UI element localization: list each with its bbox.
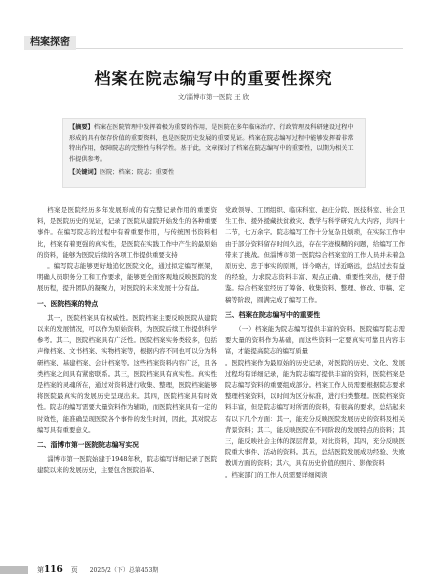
section-heading: 一、医院档案的特点 (37, 299, 99, 308)
abstract-text: 档案在医院管理中发挥着极为重要的作用，是医院在多年临床治疗、行政管理及科研建设过程中形成的具有保存价值的重要资料，也是医院历史发展的重要见证。档案在院志编写过程中能够发挥着非常特出作用，保障院志的完整性与科学性。基于此，文章探讨了档案在院志编写中的重要性，以期为相关工作提供参考。 (69, 124, 354, 163)
section-heading: 二、淄博市第一医院院志编写实况 (37, 441, 139, 450)
corner-mark (0, 566, 28, 574)
left-column (37, 205, 217, 477)
page-number: 116 (44, 565, 63, 575)
paragraph: 档案是医院经历多年发展形成的有完整记录作用的重要资料，是医院历史的见证，记录了医院从建院开始发生的各种重要事件。在编写院志的过程中有着重要作用，与传统图书资料相比，档案有着更强的真实性，是医院在实践工作中产生的最原始的资料，能够为医院后续的各项工作提供重要支持 (37, 206, 217, 259)
paragraph: 。档案部门的工作人员需要详细阅读 (225, 470, 328, 479)
keywords-text: 医院；档案；院志；重要性 (99, 169, 175, 177)
keywords (69, 168, 359, 179)
paragraph: 党政领导、工团组织、临床科室、赵庄分院、医技科室、社会卫生工作、援外援藏扶贫救灾、教学与科学研究九大内容，共四十二节，七万余字。院志编写工作十分复杂且烦琐，在实际工作中由于部分资料留存时间久远，存在字迹模糊的问题，给编写工作带来了挑战。但淄博市第一医院综合档案室的工作人员并未着急原历史、忠于事实的原则，详今略古，详近略远，总结过去有益的经验，力求院志资料丰富、观点正确、重要性突出，便于借鉴。综合档案室经历了筹备、收集资料、整理、修改、审稿、定稿等阶段，圆满完成了编写工作。 (225, 206, 405, 304)
abstract (69, 123, 359, 165)
author-line: 文/淄博市第一医院 王 欣 (177, 93, 250, 101)
top-rule (0, 0, 427, 22)
issue-info: 2025/2（下）总第453期 (89, 567, 159, 574)
abstract-label: 【摘要】 (69, 124, 94, 131)
article-title: 档案在院志编写中的重要性探究 (94, 69, 333, 88)
paragraph: 。医院档案作为最原始的历史记录，对医院的历史、文化、发展过程均有详细记录，能为院志编写提供丰富的资料，医院档案是院志编写资料的重要组成部分。档案工作人员需要根据院志要求整理档案资料，以时间为区分标准，进行归类整理。医院档案资料丰富，但是院志编写对所需的资料，有很高的要求，总结起来有以下几个方面：其一，能充分反映医院发展历史的资料及相关背景资料；其二，能反映医院在不同阶段的发展特点的资料；其三，能反映社会主体的深层背景，对比资料，其四，充分反映医院重大事件、活动的资料。其五，总结医院发展成功经验、失败教训方面的资料；其六，具有历史价值的照片、影像资料 (225, 358, 405, 468)
paragraph: 。编写院志能够更好地追忆医院文化，通过拟定编写框架，明确人员职务分工和工作要求，能够更全面客观地反映医院的发展历程，提升团队的凝聚力，对医院的未来发展十分有益。 (37, 262, 217, 293)
paragraph: 其一，医院档案具有权威性。医院档案主要反映医院从建院以来的发展情况，可以作为原始资料，为医院后续工作提供科学参考。其二，医院档案具有广泛性。医院档案实务类较多，包括声像档案、文书档案、实物档案等，根据内容不同也可以分为科研档案、基建档案、会计档案等。这些档案资料内容广泛，且各类档案之间具有紧密联系。其三，医院档案具有真实性。真实性是档案的灵魂所在，通过对资料进行收集、整理，医院档案能够将医院最真实的发展历史呈现出来。其四，医院档案具有时效性。院志的编写需要大量资料作为辅助，而医院档案具有一定的时效性，能准确呈现医院各个事件的发生时间，因此，其对院志编写具有重要意义。 (37, 313, 217, 434)
section-heading: 三、档案在院志编写中的重要性 (225, 310, 321, 319)
paragraph: 淄博市第一医院始建于1948年秋，院志编写详细记录了医院建院以来的发展历史，主要包含医院沿革、 (37, 455, 217, 475)
page-prefix: 第 (37, 566, 44, 574)
page-suffix: 页 (70, 566, 78, 574)
abstract-box (62, 118, 366, 188)
section-tag: 档案探密 (24, 36, 76, 50)
right-column (225, 205, 405, 481)
paragraph: （一）档案能为院志编写提供丰富的资料。医院编写院志需要大量的资料作为基础，而这些资料一定要真实可靠且内容丰富，才能提高院志的编写质量 (225, 325, 405, 356)
page-footer (37, 565, 158, 575)
keywords-label: 【关键词】 (69, 169, 100, 177)
